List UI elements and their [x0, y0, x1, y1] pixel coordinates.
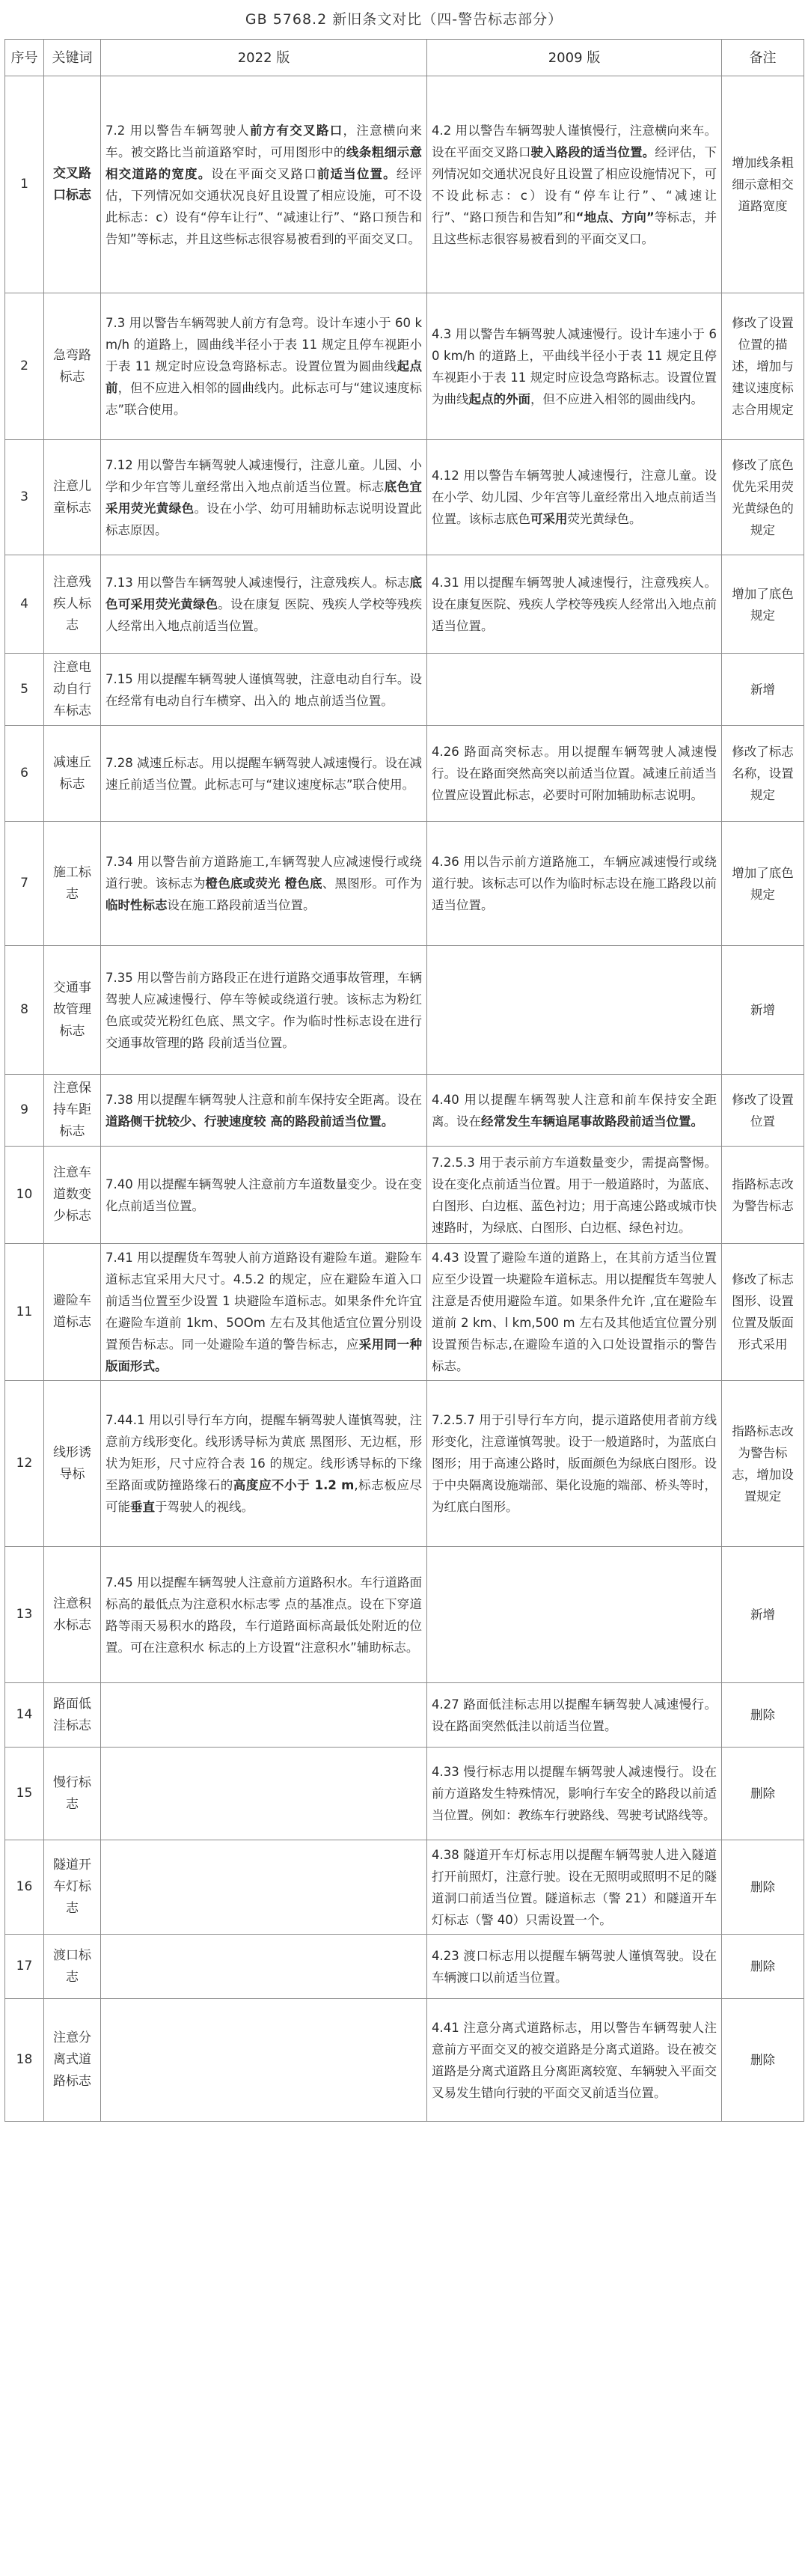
row-keyword: 注意残疾人标志 — [44, 555, 101, 654]
row-note: 删除 — [722, 1683, 804, 1748]
table-row — [5, 76, 804, 293]
table-row — [5, 1935, 804, 1999]
text-segment: 设在施工路段前适当位置。 — [167, 898, 316, 912]
table-row — [5, 1547, 804, 1683]
header-note: 备注 — [722, 40, 804, 76]
table-row — [5, 555, 804, 654]
text-segment: 。设在小学、幼可用辅助标志说明设置此标志原因。 — [105, 501, 422, 537]
text-segment: 4.33 慢行标志用以提醒车辆驾驶人减速慢行。设在前方道路发生特殊情况，影响行车安全的路段以前适当位置。例如：教练车行驶路线、驾驶考试路线等。 — [432, 1765, 717, 1822]
text-segment: 4.36 用以告示前方道路施工，车辆应减速慢行或绕道行驶。该标志可以作为临时标志设在施工路段以前适当位置。 — [432, 855, 717, 912]
cell-2009-text — [427, 1748, 722, 1840]
header-num: 序号 — [5, 40, 44, 76]
cell-2009-text — [427, 1147, 722, 1244]
row-note: 新增 — [722, 1547, 804, 1683]
bold-text-segment: 驶入路段的适当位置。 — [530, 144, 655, 159]
table-row — [5, 1381, 804, 1547]
row-keyword: 急弯路标志 — [44, 293, 101, 440]
table-row — [5, 440, 804, 555]
row-note: 修改了底色优先采用荧光黄绿色的规定 — [722, 440, 804, 555]
cell-2022-text — [101, 1999, 427, 2122]
bold-text-segment: 临时性标志 — [105, 898, 168, 912]
row-number: 1 — [5, 76, 44, 293]
row-keyword: 减速丘标志 — [44, 726, 101, 822]
cell-2022-text — [101, 1147, 427, 1244]
row-keyword: 避险车道标志 — [44, 1244, 101, 1381]
page-title: GB 5768.2 新旧条文对比（四-警告标志部分） — [245, 11, 563, 28]
table-row — [5, 1147, 804, 1244]
table-row — [5, 293, 804, 440]
row-number: 11 — [5, 1244, 44, 1381]
table-row — [5, 1244, 804, 1381]
text-segment: ，注意横向来车。被交路比当前道路窄时，可用图形中的 — [105, 123, 423, 159]
row-keyword: 注意保持车距标志 — [44, 1075, 101, 1147]
table-row — [5, 822, 804, 946]
cell-2022-text — [101, 293, 427, 440]
row-number: 3 — [5, 440, 44, 555]
text-segment: 7.38 用以提醒车辆驾驶人注意和前车保持安全距离。设在 — [105, 1092, 422, 1107]
row-keyword: 注意电动自行车标志 — [44, 654, 101, 726]
row-number: 9 — [5, 1075, 44, 1147]
cell-2009-text — [427, 1683, 722, 1748]
table-row — [5, 1840, 804, 1935]
bold-text-segment: 底色可采用荧光黄绿色 — [105, 576, 422, 611]
row-note: 指路标志改为警告标志，增加设置规定 — [722, 1381, 804, 1547]
text-segment: ，但不应进入相邻的圆曲线内。 — [530, 391, 703, 406]
row-note: 删除 — [722, 1840, 804, 1935]
row-note: 删除 — [722, 1935, 804, 1999]
header-2022: 2022 版 — [101, 40, 427, 76]
cell-2009-text — [427, 1244, 722, 1381]
text-segment: 7.28 减速丘标志。用以提醒车辆驾驶人减速慢行。设在减速丘前适当位置。此标志可与“建议速度标志”联合使用。 — [105, 755, 422, 792]
row-number: 12 — [5, 1381, 44, 1547]
cell-2009-text — [427, 293, 722, 440]
text-segment: 7.44.1 用以引导行车方向，提醒车辆驾驶人谨慎驾驶，注意前方线形变化。线形诱导标为黄底 黑图形、无边框，形状为矩形，尺寸应符合表 16 的规定。线形诱导标的下缘至路面或防撞路缘石的 — [105, 1413, 422, 1492]
text-segment: 7.45 用以提醒车辆驾驶人注意前方道路积水。车行道路面标高的最低点为注意积水标志零 点的基准点。设在下穿道路等雨天易积水的路段，车行道路面标高最低处附近的位置。可在注意积水 标志的上方设置“注意积水”辅助标志。 — [105, 1575, 422, 1655]
cell-2009-text — [427, 946, 722, 1075]
text-segment: 4.12 用以警告车辆驾驶人减速慢行，注意儿童。设在小学、幼儿园、少年宫等儿童经常出入地点前适当 位置。该标志底色 — [432, 468, 717, 526]
cell-2009-text — [427, 555, 722, 654]
text-segment: 4.31 用以提醒车辆驾驶人减速慢行，注意残疾人。设在康复医院、残疾人学校等残疾人经常出入地点前适当位置。 — [432, 576, 717, 633]
cell-2022-text — [101, 822, 427, 946]
cell-2022-text — [101, 440, 427, 555]
cell-2009-text — [427, 1999, 722, 2122]
row-note: 修改了标志图形、设置位置及版面形式采用 — [722, 1244, 804, 1381]
table-row — [5, 654, 804, 726]
text-segment: 经评估，下列情况如交通状况良好且设置了相应设施情况下，可不设此标志：c）设有“停车让行”、“减速让行”、“路口预告和告知”和 — [432, 144, 717, 225]
row-keyword: 注意分离式道路标志 — [44, 1999, 101, 2122]
row-keyword: 渡口标志 — [44, 1935, 101, 1999]
bold-text-segment: 经常发生车辆追尾事故路段前适当位置。 — [481, 1114, 703, 1129]
text-segment: 4.40 用以提醒车辆驾驶人注意和前车保持安全距离。设在 — [432, 1092, 717, 1129]
bold-text-segment: “地点、方向” — [575, 210, 655, 225]
row-note: 增加线条粗细示意相交道路宽度 — [722, 76, 804, 293]
bold-text-segment: 起点前 — [105, 359, 422, 395]
bold-text-segment: 底色宜采用荧光黄绿色 — [105, 479, 422, 516]
table-header-row — [5, 40, 804, 76]
cell-2022-text — [101, 555, 427, 654]
cell-2009-text — [427, 440, 722, 555]
table-row — [5, 1999, 804, 2122]
bold-text-segment: 垂直 — [130, 1500, 155, 1514]
row-note: 修改了设置位置 — [722, 1075, 804, 1147]
text-segment: 4.27 路面低洼标志用以提醒车辆驾驶人减速慢行。设在路面突然低洼以前适当位置。 — [432, 1697, 717, 1733]
cell-2022-text — [101, 1748, 427, 1840]
text-segment: 7.2.5.7 用于引导行车方向，提示道路使用者前方线形变化，注意谨慎驾驶。设于一般道路时，为蓝底白图形；用于高速公路时，版面颜色为绿底白图形。设于中央隔离设施端部、渠化设施的端部、桥头等时，为红底白图形。 — [432, 1413, 717, 1514]
table-row — [5, 726, 804, 822]
text-segment: 等标志，并且这些标志很容易被看到的平面交叉口。 — [432, 210, 717, 246]
row-number: 2 — [5, 293, 44, 440]
bold-text-segment: 橙色底或荧光 橙色底 — [205, 876, 322, 891]
cell-2022-text — [101, 1075, 427, 1147]
bold-text-segment: 道路侧干扰较少、行驶速度较 高的路段前适当位置。 — [105, 1114, 394, 1129]
cell-2009-text — [427, 726, 722, 822]
text-segment: 于驾驶人的视线。 — [155, 1500, 254, 1514]
row-number: 16 — [5, 1840, 44, 1935]
row-number: 17 — [5, 1935, 44, 1999]
row-number: 13 — [5, 1547, 44, 1683]
text-segment: 7.3 用以警告车辆驾驶人前方有急弯。设计车速小于 60 km/h 的道路上，圆曲线半径小于表 11 规定且停车视距小于表 11 规定时应设急弯路标志。设置位置为圆曲线 — [105, 316, 422, 373]
row-keyword: 慢行标志 — [44, 1748, 101, 1840]
header-2009: 2009 版 — [427, 40, 722, 76]
row-keyword: 注意积水标志 — [44, 1547, 101, 1683]
cell-2022-text — [101, 1683, 427, 1748]
row-note: 指路标志改为警告标志 — [722, 1147, 804, 1244]
row-keyword: 隧道开车灯标志 — [44, 1840, 101, 1935]
text-segment: 4.41 注意分离式道路标志，用以警告车辆驾驶人注意前方平面交叉的被交道路是分离式道路。设在被交道路是分离式道路且分离距离较宽、车辆驶入平面交叉易发生错向行驶的平面交叉前适当位置。 — [432, 2020, 717, 2100]
row-note: 新增 — [722, 654, 804, 726]
text-segment: 设在平面交叉路口 — [211, 166, 317, 181]
text-segment: 4.3 用以警告车辆驾驶人减速慢行。设计车速小于 60 km/h 的道路上，平曲线半径小于表 11 规定且停车视距小于表 11 规定时应设急弯路标志。设置位置为曲线 — [432, 326, 717, 406]
row-number: 14 — [5, 1683, 44, 1748]
row-note: 新增 — [722, 946, 804, 1075]
cell-2009-text — [427, 654, 722, 726]
table-row — [5, 946, 804, 1075]
text-segment: 4.26 路面高突标志。用以提醒车辆驾驶人减速慢行。设在路面突然高突以前适当位置。减速丘前适当位置应设置此标志，必要时可附加辅助标志说明。 — [432, 745, 717, 802]
row-keyword: 线形诱导标 — [44, 1381, 101, 1547]
cell-2022-text — [101, 1840, 427, 1935]
table-row — [5, 1075, 804, 1147]
row-note: 删除 — [722, 1748, 804, 1840]
text-segment: 4.43 设置了避险车道的道路上，在其前方适当位置应至少设置一块避险车道标志。用以提醒货车驾驶人注意是否使用避险车道。如果条件允许 ,宜在避险车道前 2 km、l km,500 m 左右及其他适宜位置分别设置预告标志,在避险车道的入口处设置指示的警告标志。 — [432, 1251, 717, 1373]
row-keyword: 交通事故管理标志 — [44, 946, 101, 1075]
bold-text-segment: 前适当位置。 — [316, 166, 397, 181]
cell-2009-text — [427, 1935, 722, 1999]
text-segment: 荧光黄绿色。 — [567, 512, 642, 526]
text-segment: 7.2.5.3 用于表示前方车道数量变少，需提高警惕。设在变化点前适当位置。用于一般道路时，为蓝底、白图形、白边框、蓝色衬边；用于高速公路或城市快速路时，为绿底、白图形、白边框、绿色衬边。 — [432, 1155, 717, 1235]
table-row — [5, 1683, 804, 1748]
cell-2022-text — [101, 654, 427, 726]
cell-2022-text — [101, 1381, 427, 1547]
text-segment: 7.41 用以提醒货车驾驶人前方道路设有避险车道。避险车道标志宜采用大尺寸。4.5.2 的规定，应在避险车道入口前适当位置至少设置 1 块避险车道标志。如果条件允许宜在避险车道前 1km、5OOm 左右及其他适宜位置分别设置预告标志。同一处避险车道的警告标志，应 — [105, 1251, 422, 1352]
cell-2009-text — [427, 1840, 722, 1935]
cell-2022-text — [101, 726, 427, 822]
cell-2022-text — [101, 76, 427, 293]
cell-2009-text — [427, 1075, 722, 1147]
text-segment: 7.35 用以警告前方路段正在进行道路交通事故管理，车辆驾驶人应减速慢行、停车等候或绕道行驶。该标志为粉红色底或荧光粉红色底、黑文字。作为临时性标志设在进行交通事故管理的路 段前适当位置。 — [105, 970, 422, 1050]
bold-text-segment: 可采用 — [530, 512, 568, 526]
row-number: 15 — [5, 1748, 44, 1840]
text-segment: 4.38 隧道开车灯标志用以提醒车辆驾驶人进入隧道打开前照灯，注意行驶。设在无照明或照明不足的隧道洞口前适当位置。隧道标志（警 21）和隧道开车灯标志（警 40）只需设置一个。 — [432, 1847, 717, 1927]
bold-text-segment: 前方有交叉路口 — [249, 123, 343, 138]
text-segment: 、黑图形。可作为 — [322, 876, 423, 891]
text-segment: 。设在康复 医院、残疾人学校等残疾人经常出入地点前适当位置。 — [105, 597, 422, 633]
comparison-table — [4, 39, 804, 2122]
cell-2022-text — [101, 946, 427, 1075]
cell-2022-text — [101, 1244, 427, 1381]
row-keyword: 路面低洼标志 — [44, 1683, 101, 1748]
row-keyword: 注意儿童标志 — [44, 440, 101, 555]
row-keyword: 交叉路口标志 — [44, 76, 101, 293]
row-note: 增加了底色规定 — [722, 822, 804, 946]
cell-2009-text — [427, 1381, 722, 1547]
row-number: 8 — [5, 946, 44, 1075]
row-keyword: 注意车道数变少标志 — [44, 1147, 101, 1244]
cell-2009-text — [427, 76, 722, 293]
text-segment: 4.23 渡口标志用以提醒车辆驾驶人谨慎驾驶。设在车辆渡口以前适当位置。 — [432, 1948, 717, 1985]
row-number: 7 — [5, 822, 44, 946]
bold-text-segment: 起点的外面 — [468, 391, 530, 406]
cell-2022-text — [101, 1935, 427, 1999]
cell-2022-text — [101, 1547, 427, 1683]
row-keyword: 施工标志 — [44, 822, 101, 946]
text-segment: 4.2 用以警告车辆驾驶人谨慎慢行，注意横向来车。设在平面交叉路口 — [432, 123, 717, 159]
table-body — [5, 76, 804, 2122]
text-segment: 7.34 用以警告前方道路施工,车辆驾驶人应减速慢行或绕道行驶。该标志为 — [105, 855, 422, 891]
text-segment: ,标志板应尽可能 — [105, 1478, 423, 1514]
text-segment: 7.40 用以提醒车辆驾驶人注意前方车道数量变少。设在变化点前适当位置。 — [105, 1176, 422, 1213]
table-row — [5, 1748, 804, 1840]
row-note: 增加了底色规定 — [722, 555, 804, 654]
text-segment: 7.13 用以警告车辆驾驶人减速慢行，注意残疾人。标志 — [105, 576, 410, 590]
text-segment: ，但不应进入相邻的圆曲线内。此标志可与“建议速度标志”联合使用。 — [105, 381, 422, 417]
text-segment: 7.12 用以警告车辆驾驶人减速慢行，注意儿童。儿园、小学和少年宫等儿童经常出入地点前适当位置。标志 — [105, 457, 422, 494]
text-segment: 经评估，下列情况如交通状况良好且设置了相应设施，可不设此标志：c）设有“停车让行”、“减速让行”、“路口预告和告知”等标志，并且这些标志很容易被看到的平面交叉口。 — [105, 166, 423, 246]
text-segment: 7.2 用以警告车辆驾驶人 — [105, 123, 250, 138]
row-note: 修改了标志名称，设置规定 — [722, 726, 804, 822]
bold-text-segment: 线条粗细示意相交道路的宽度。 — [105, 144, 422, 181]
row-number: 6 — [5, 726, 44, 822]
cell-2009-text — [427, 822, 722, 946]
row-number: 10 — [5, 1147, 44, 1244]
row-number: 5 — [5, 654, 44, 726]
bold-text-segment: 高度应不小于 1.2 m — [233, 1478, 355, 1492]
row-note: 删除 — [722, 1999, 804, 2122]
text-segment: 7.15 用以提醒车辆驾驶人谨慎驾驶，注意电动自行车。设在经常有电动自行车横穿、出入的 地点前适当位置。 — [105, 671, 422, 708]
row-number: 18 — [5, 1999, 44, 2122]
row-note: 修改了设置位置的描述，增加与建议速度标志合用规定 — [722, 293, 804, 440]
bold-text-segment: 采用同一种版面形式。 — [105, 1337, 422, 1373]
cell-2009-text — [427, 1547, 722, 1683]
row-number: 4 — [5, 555, 44, 654]
header-keyword: 关键词 — [44, 40, 101, 76]
